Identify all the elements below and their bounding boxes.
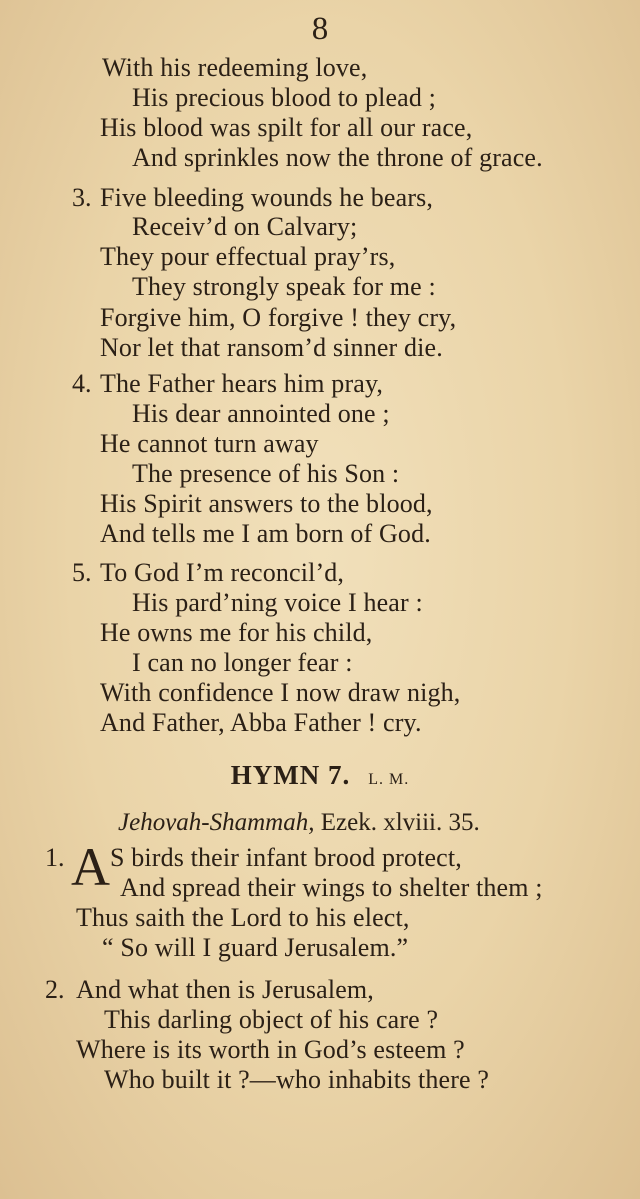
verse-line: And spread their wings to shelter them ;	[120, 873, 543, 902]
hymn-subtitle-name: Jehovah-Shammah,	[118, 809, 315, 836]
verse-line: And sprinkles now the throne of grace.	[132, 143, 543, 172]
verse-line: And tells me I am born of God.	[100, 519, 431, 548]
hymn-title	[0, 758, 640, 797]
verse-line: He owns me for his child,	[100, 618, 373, 647]
verse-line: His dear annointed one ;	[132, 399, 390, 428]
verse-line: With confidence I now draw nigh,	[100, 678, 461, 707]
hymn-subtitle-reference: Ezek. xlviii. 35.	[320, 809, 480, 836]
verse-line: His Spirit answers to the blood,	[100, 489, 433, 518]
stanza-number: 1.	[45, 843, 65, 872]
hymn-title-text: HYMN 7.	[230, 760, 351, 790]
stanza-number: 5.	[72, 558, 92, 587]
verse-line: His pard’ning voice I hear :	[132, 588, 423, 617]
verse-line: With his redeeming love,	[102, 53, 368, 82]
verse-line: This darling object of his care ?	[104, 1005, 439, 1034]
stanza-number: 4.	[72, 369, 92, 398]
verse-line: I can no longer fear :	[132, 648, 353, 677]
verse-line: Who built it ?—who inhabits there ?	[104, 1065, 490, 1094]
verse-line: To God I’m reconcil’d,	[100, 558, 345, 587]
verse-line: Nor let that ransom’d sinner die.	[100, 333, 443, 362]
hymn-subtitle	[118, 808, 480, 838]
page-number: 8	[311, 11, 329, 47]
stanza-number: 3.	[72, 183, 92, 212]
verse-line: S birds their infant brood protect,	[110, 843, 462, 872]
verse-line: Receiv’d on Calvary;	[132, 212, 358, 241]
verse-line: “ So will I guard Jerusalem.”	[102, 933, 409, 962]
verse-line: Five bleeding wounds he bears,	[100, 183, 434, 212]
verse-line: Thus saith the Lord to his elect,	[76, 903, 410, 932]
verse-line: Forgive him, O forgive ! they cry,	[100, 303, 457, 332]
verse-line: They strongly speak for me :	[132, 272, 436, 301]
drop-cap: A	[71, 837, 110, 897]
verse-line: He cannot turn away	[100, 429, 319, 458]
verse-line: And what then is Jerusalem,	[76, 975, 374, 1004]
verse-line: And Father, Abba Father ! cry.	[100, 708, 422, 737]
stanza-number: 2.	[45, 975, 65, 1004]
hymn-meter: L. M.	[368, 771, 410, 788]
verse-line: The Father hears him pray,	[100, 369, 384, 398]
verse-line: Where is its worth in God’s esteem ?	[76, 1035, 465, 1064]
verse-line: The presence of his Son :	[132, 459, 400, 488]
verse-line: They pour effectual pray’rs,	[100, 242, 396, 271]
verse-line: His precious blood to plead ;	[132, 83, 437, 112]
verse-line: His blood was spilt for all our race,	[100, 113, 473, 142]
